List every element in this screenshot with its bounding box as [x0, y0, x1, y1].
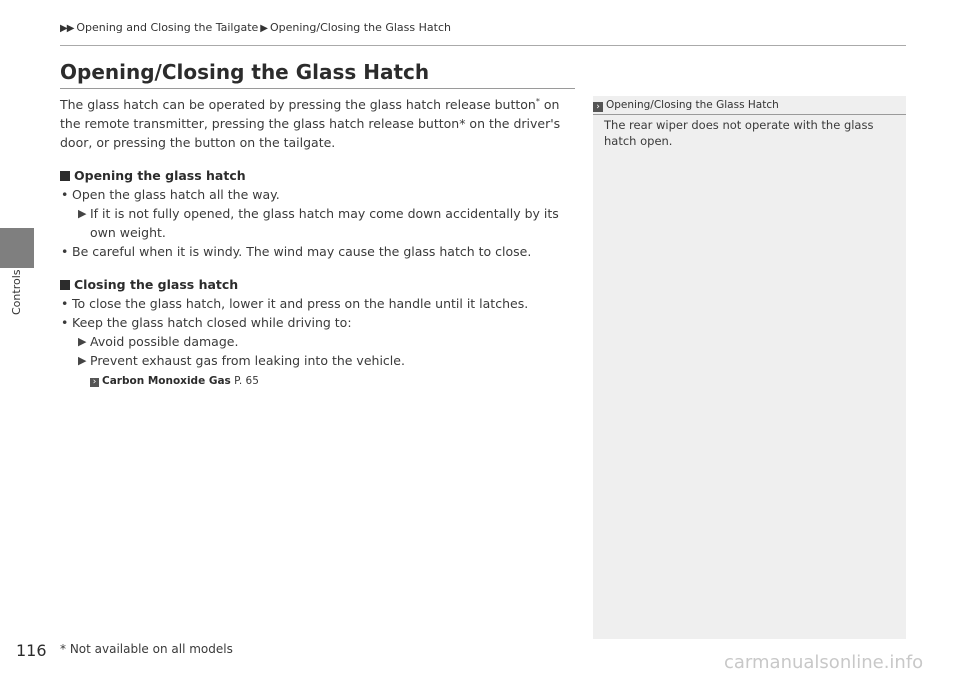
sub-item: ▶ Avoid possible damage. — [78, 334, 239, 349]
closing-heading: Closing the glass hatch — [60, 275, 575, 294]
title-divider — [60, 88, 575, 89]
footnote: * Not available on all models — [60, 642, 233, 656]
note-body: The rear wiper does not operate with the glass hatch open. — [604, 118, 874, 148]
opening-heading: Opening the glass hatch — [60, 166, 575, 185]
sub-item: ▶ Prevent exhaust gas from leaking into the vehicle. — [78, 353, 405, 368]
side-tab-label: Controls — [10, 269, 23, 315]
main-content — [60, 95, 575, 391]
breadcrumb-item-tailgate[interactable]: Opening and Closing the Tailgate — [76, 21, 259, 34]
breadcrumb — [60, 21, 451, 34]
closing-list — [60, 294, 575, 332]
list-item: • To close the glass hatch, lower it and press on the handle until it latches. — [61, 296, 529, 311]
note-icon: › — [593, 102, 603, 112]
cross-reference-link[interactable]: › Carbon Monoxide Gas P. 65 — [60, 372, 575, 391]
cross-reference-icon: › — [90, 378, 99, 387]
bullet-icon: • — [61, 187, 69, 202]
note-header: › Opening/Closing the Glass Hatch — [593, 96, 906, 115]
bullet-icon: • — [61, 315, 69, 330]
arrow-right-icon: ▶ — [78, 207, 87, 220]
header-divider — [60, 45, 906, 46]
breadcrumb-arrow-icon: ▶ — [260, 23, 268, 34]
bullet-icon: • — [61, 244, 69, 259]
opening-list — [60, 185, 575, 204]
list-item: • Keep the glass hatch closed while driving to: — [61, 315, 352, 330]
arrow-right-icon: ▶ — [78, 335, 87, 348]
breadcrumb-arrows-icon: ▶▶ — [60, 23, 74, 34]
list-item: • Open the glass hatch all the way. — [61, 187, 280, 202]
list-item: • Be careful when it is windy. The wind may cause the glass hatch to close. — [61, 244, 532, 259]
arrow-right-icon: ▶ — [78, 354, 87, 367]
page-title: Opening/Closing the Glass Hatch — [60, 60, 430, 84]
watermark: carmanualsonline.info — [724, 652, 924, 673]
footnote-star: * — [535, 96, 540, 106]
intro-paragraph: The glass hatch can be operated by pressing the glass hatch release button* on the remote transmitter, pressing the glass hatch release button* on the driver's door, or pressing the button on the tailgate. — [60, 96, 561, 150]
section-square-icon — [60, 280, 70, 290]
breadcrumb-item-glass-hatch[interactable]: Opening/Closing the Glass Hatch — [269, 21, 451, 34]
sub-item: ▶ If it is not fully opened, the glass hatch may come down accidentally by its own weight. — [78, 206, 559, 240]
opening-list-2 — [60, 242, 575, 261]
bullet-icon: • — [61, 296, 69, 311]
section-square-icon — [60, 171, 70, 181]
side-note — [593, 96, 906, 639]
page-number: 116 — [16, 641, 47, 660]
